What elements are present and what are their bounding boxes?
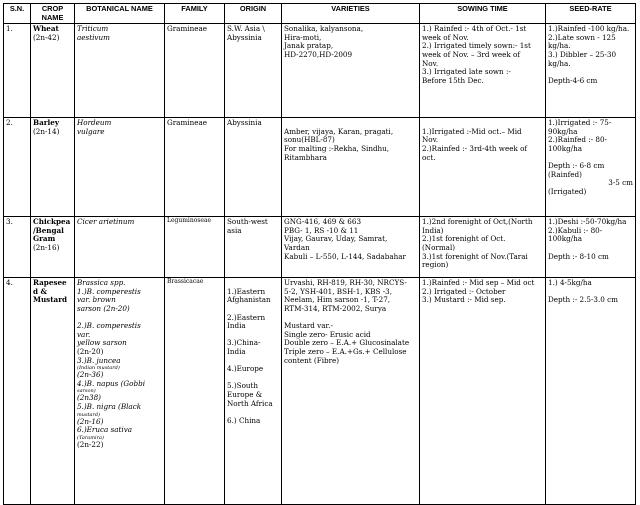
cell-family: Gramineae (165, 118, 225, 217)
botanical-line: yellow sarson (77, 338, 127, 348)
origin-line: India (227, 346, 246, 356)
botanical-line: Triticum (77, 24, 109, 34)
varieties-line: Neelam, Him sarson -1, T-27, (284, 295, 391, 305)
header-seed-rate: SEED-RATE (546, 4, 636, 24)
botanical-line: 6.)Eruca sativa (77, 425, 133, 435)
varieties-line: Janak pratap, (284, 41, 334, 51)
cell-varieties (282, 24, 420, 118)
cell-origin (225, 217, 282, 278)
cell-seed-rate (546, 217, 636, 278)
cell-botanical-name (75, 118, 165, 217)
sowing-line: 1.)Rainfed :- Mid sep – Mid oct (422, 278, 535, 288)
cell-sn: 4. (4, 278, 31, 505)
varieties-line: PBG- 1, RS -10 & 11 (284, 225, 359, 235)
header-origin: ORIGIN (225, 4, 282, 24)
sowing-line: 3.) Mustard :- Mid sep. (422, 295, 506, 305)
seed-line: 2.)Kabuli :- 80- (548, 225, 603, 235)
header-family: FAMILY (165, 4, 225, 24)
sowing-line: 2.) Irrigated :- October (422, 286, 506, 296)
seed-line: Depth :- 2.5-3.0 cm (548, 295, 618, 305)
cell-sowing-time (420, 24, 546, 118)
cell-seed-rate (546, 278, 636, 505)
varieties-line: Double zero – E.A.+ Glucosinalate (284, 338, 410, 348)
cell-crop-name (31, 24, 75, 118)
header-crop-name: CROP NAME (31, 4, 75, 24)
origin-line: S.W. Asia \ (227, 24, 265, 34)
crop-table (3, 3, 636, 505)
botanical-line: (2n-36) (77, 370, 104, 380)
sowing-line: Nov. (422, 58, 439, 68)
botanical-line: 2.)B. comperestis (77, 321, 141, 331)
family-text: Brassicacae (167, 278, 204, 286)
origin-line: 1.)Eastern (227, 286, 266, 296)
cell-varieties (282, 217, 420, 278)
cell-origin (225, 118, 282, 217)
sowing-line: 2.)Rainfed :- 3rd-4th week of (422, 143, 528, 153)
sowing-line: 3.) Irrigated late sown :- (422, 67, 511, 77)
botanical-note: (Taramira) (77, 434, 104, 441)
varieties-line: Kabuli – L-550, L-144, Sadabahar (284, 251, 406, 261)
cell-origin (225, 24, 282, 118)
origin-line: India (227, 321, 246, 331)
chromosome-number: (2n-42) (33, 32, 60, 42)
sowing-line: 2.)1st forenight of Oct. (422, 234, 506, 244)
origin-line: 2.)Eastern (227, 312, 266, 322)
cell-varieties (282, 278, 420, 505)
sowing-line: Nov. (422, 135, 439, 145)
cell-sowing-time (420, 118, 546, 217)
cell-seed-rate (546, 118, 636, 217)
cell-varieties (282, 118, 420, 217)
header-sowing-time: SOWING TIME (420, 4, 546, 24)
crop-name: Barley (33, 118, 59, 128)
origin-line: Afghanistan (227, 295, 271, 305)
header-sn: S.N. (4, 4, 31, 24)
cell-origin (225, 278, 282, 505)
crop-name: Wheat (33, 24, 59, 34)
cell-crop-name (31, 118, 75, 217)
botanical-line: var. brown (77, 295, 116, 305)
cell-sn: 1. (4, 24, 31, 118)
cell-botanical-name (75, 278, 165, 505)
seed-line: 1.)Irrigated :- 75- (548, 118, 612, 128)
varieties-line: RTM-314, RTM-2002, Surya (284, 303, 387, 313)
sowing-line: 1.)2nd forenight of Oct,(North (422, 217, 533, 227)
seed-line: 100kg/ha (548, 234, 583, 244)
origin-line: Abyssinia (227, 118, 262, 128)
chromosome-number: (2n-14) (33, 126, 60, 136)
origin-line: asia (227, 225, 242, 235)
seed-line: (Irrigated) (548, 186, 587, 196)
varieties-line: sonu(HBL-87) (284, 135, 335, 145)
crop-name: Mustard (33, 295, 68, 305)
cell-sowing-time (420, 217, 546, 278)
varieties-line: Vardan (284, 242, 310, 252)
botanical-line: Hordeum (77, 118, 112, 128)
botanical-line: (2n38) (77, 393, 101, 403)
varieties-line: Vijay, Gaurav, Uday, Samrat, (284, 234, 388, 244)
seed-line: Depth-4-6 cm (548, 75, 598, 85)
botanical-note: (Indian mustard) (77, 365, 120, 372)
crop-name: /Bengal (33, 225, 64, 235)
origin-line: South-west (227, 217, 268, 227)
sowing-line: 3.)1st forenight of Nov.(Tarai (422, 251, 528, 261)
sowing-line: week of Nov. – 3rd week of (422, 49, 521, 59)
botanical-line: (2n-16) (77, 416, 104, 426)
cell-crop-name (31, 217, 75, 278)
botanical-note: mustard) (77, 411, 101, 418)
crop-name: d & (33, 286, 48, 296)
table-row (4, 24, 636, 118)
varieties-line: content (Fibre) (284, 355, 340, 365)
seed-line: 100kg/ha (548, 143, 583, 153)
seed-line: 1.)Deshi :-50-70kg/ha (548, 217, 627, 227)
botanical-line: Cicer arietinum (77, 217, 135, 227)
seed-line: 3.) Dibbler – 25-30 (548, 49, 617, 59)
seed-line: Depth :- 6-8 cm (548, 161, 605, 171)
family-text: Leguminoseae (167, 217, 212, 225)
seed-line: 3-5 cm (608, 178, 633, 188)
origin-line: 4.)Europe (227, 364, 264, 374)
origin-line: North Africa (227, 398, 273, 408)
header-varieties: VARIETIES (282, 4, 420, 24)
varieties-line: HD-2270,HD-2009 (284, 49, 353, 59)
header-row (4, 4, 636, 24)
varieties-line: Mustard var.- (284, 321, 333, 331)
crop-name: Gram (33, 234, 56, 244)
botanical-line: 3.)B. juncea (77, 355, 121, 365)
cell-crop-name (31, 278, 75, 505)
seed-line: 2.)Rainfed :- 80- (548, 135, 607, 145)
varieties-line: GNG-416, 469 & 663 (284, 217, 362, 227)
sowing-line: week of Nov. (422, 32, 469, 42)
cell-sn: 3. (4, 217, 31, 278)
origin-line: Abyssinia (227, 32, 262, 42)
crop-name: Rapesee (33, 278, 67, 288)
cell-seed-rate (546, 24, 636, 118)
table-row (4, 278, 636, 505)
botanical-line: 5.)B. nigra (Black (77, 401, 142, 411)
cell-botanical-name (75, 24, 165, 118)
botanical-line: 4.)B. napus (Gobbi (77, 378, 146, 388)
sowing-line: India) (422, 225, 444, 235)
cell-family: Gramineae (165, 24, 225, 118)
sowing-line: oct. (422, 152, 436, 162)
cell-sowing-time (420, 278, 546, 505)
origin-line: 3.)China- (227, 338, 261, 348)
sowing-line: (Normal) (422, 242, 456, 252)
seed-line: 90kg/ha (548, 126, 578, 136)
seed-line: 1.) 4-5kg/ha (548, 278, 592, 288)
origin-line: 6.) China (227, 415, 261, 425)
varieties-line: Urvashi, RH-819, RH-30, NRCYS- (284, 278, 407, 288)
varieties-line: Sonalika, kalyansona, (284, 24, 364, 34)
botanical-line: Brassica spp. (77, 278, 126, 288)
table-row (4, 217, 636, 278)
varieties-line: Triple zero – E.A.+Gs.+ Cellulose (284, 346, 407, 356)
origin-line: 5.)South (227, 381, 259, 391)
varieties-line: Amber, vijaya, Karan, pragati, (284, 126, 394, 136)
botanical-line: vulgare (77, 126, 105, 136)
origin-line: Europe & (227, 389, 263, 399)
seed-line: kg/ha. (548, 58, 571, 68)
cell-sn: 2. (4, 118, 31, 217)
varieties-line: Ritambhara (284, 152, 327, 162)
table-row (4, 118, 636, 217)
chromosome-number: (2n-16) (33, 242, 60, 252)
varieties-line: Hira-moti, (284, 32, 322, 42)
varieties-line: 5-2, YSH-401, BSH-1, KBS -3, (284, 286, 392, 296)
varieties-line: For malting :-Rekha, Sindhu, (284, 143, 390, 153)
varieties-line: Single zero- Erusic acid (284, 329, 371, 339)
botanical-line: sarson (2n-20) (77, 303, 130, 313)
cell-family (165, 217, 225, 278)
crop-name: Chickpea (33, 217, 71, 227)
sowing-line: Before 15th Dec. (422, 75, 484, 85)
botanical-line: (2n-20) (77, 346, 104, 356)
cell-family (165, 278, 225, 505)
header-botanical-name: BOTANICAL NAME (75, 4, 165, 24)
botanical-note: sarson) (77, 388, 96, 395)
seed-line: kg/ha. (548, 41, 571, 51)
botanical-line: (2n-22) (77, 439, 104, 449)
cell-botanical-name (75, 217, 165, 278)
sowing-line: 2.) Irrigated timely sown:- 1st (422, 41, 531, 51)
seed-line: Depth :- 8-10 cm (548, 251, 609, 261)
seed-line: 1.)Rainfed -100 kg/ha. (548, 24, 630, 34)
botanical-line: 1.)B. comperestis (77, 286, 141, 296)
seed-line: (Rainfed) (548, 169, 582, 179)
sowing-line: 1.) Rainfed :- 4th of Oct.- 1st (422, 24, 527, 34)
sowing-line: 1.)Irrigated :-Mid oct.– Mid (422, 126, 522, 136)
botanical-line: aestivum (77, 32, 110, 42)
seed-line: 2.)Late sown - 125 (548, 32, 616, 42)
sowing-line: region) (422, 260, 449, 270)
botanical-line: var. (77, 329, 91, 339)
